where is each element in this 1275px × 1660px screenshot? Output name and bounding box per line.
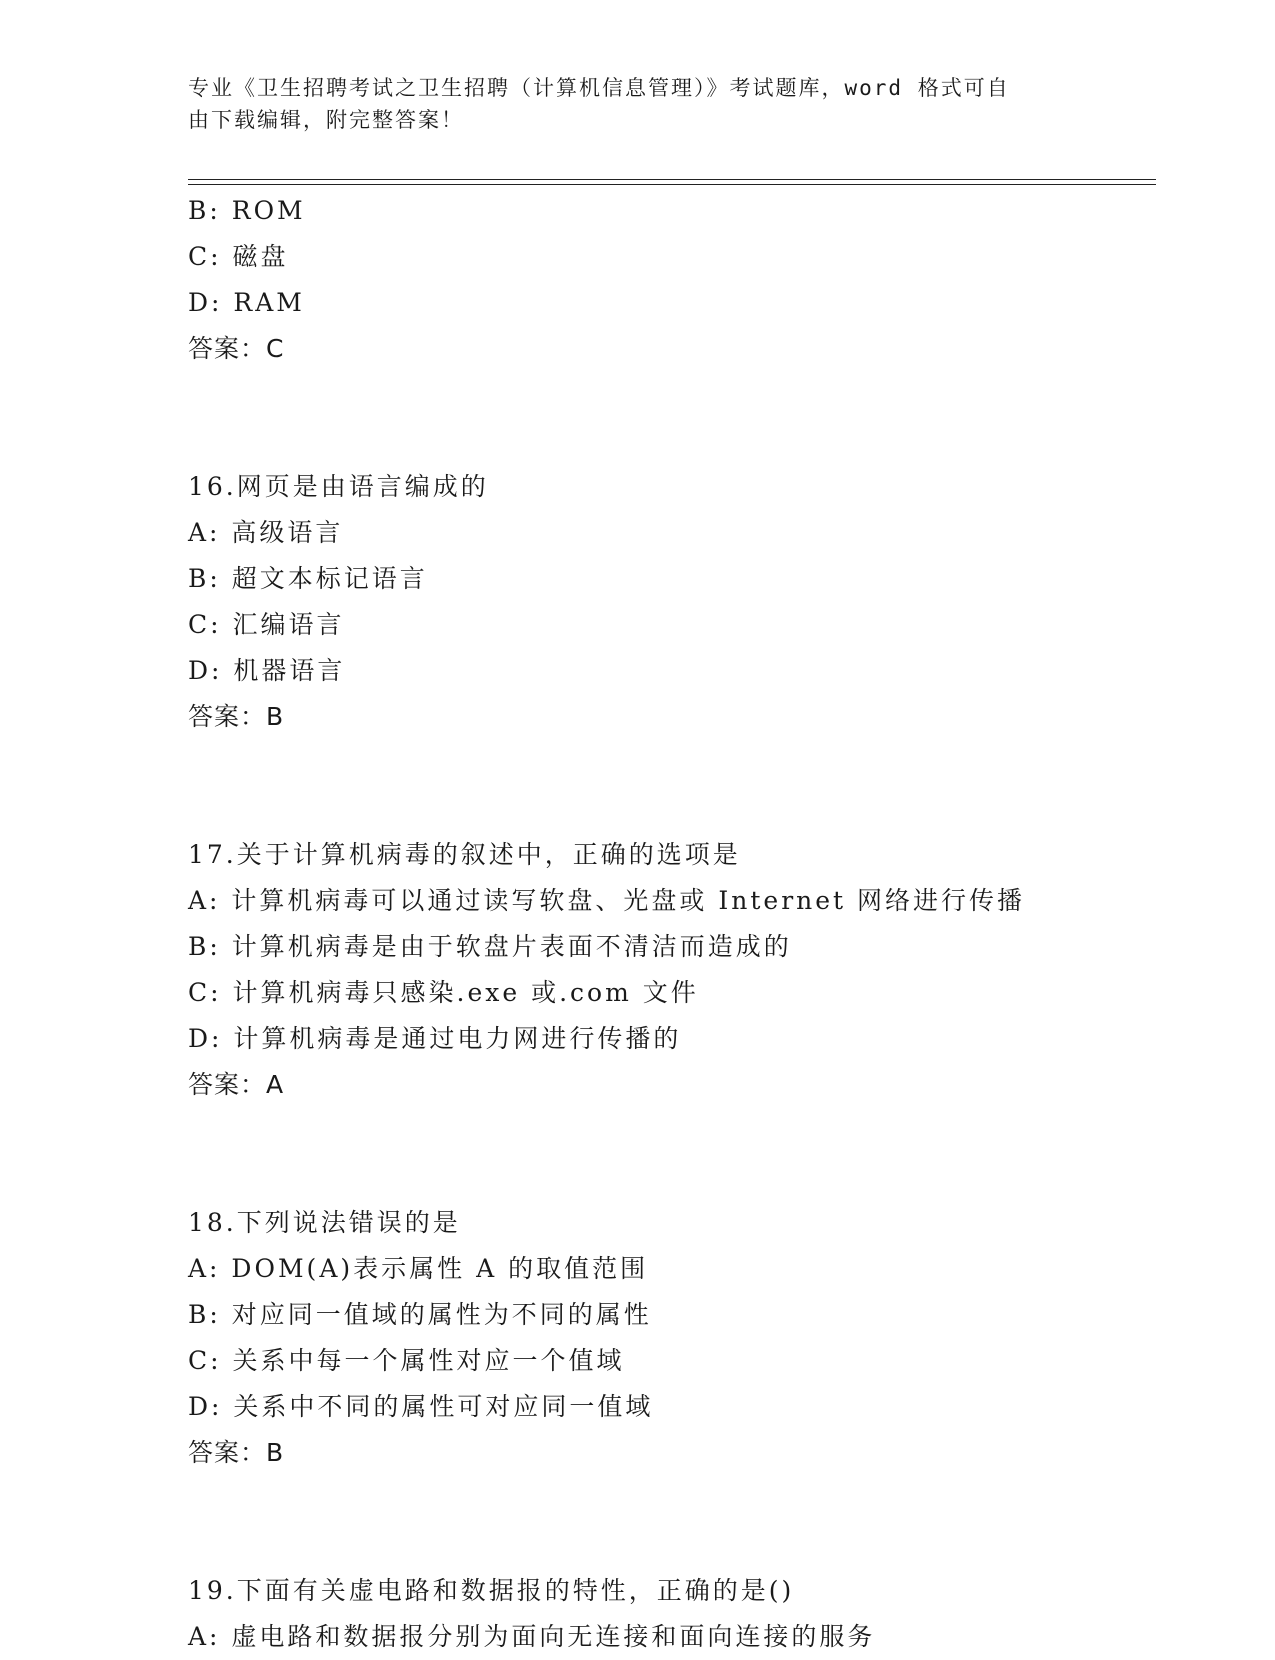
header-divider-top (188, 179, 1156, 180)
answer: 答案：B (188, 1438, 285, 1467)
option-b: B: 计算机病毒是由于软盘片表面不清洁而造成的 (188, 932, 792, 961)
question-stem: 19.下面有关虚电路和数据报的特性，正确的是() (188, 1576, 795, 1605)
option-d: D: 关系中不同的属性可对应同一值域 (188, 1392, 654, 1421)
header-line-2: 由下载编辑，附完整答案！ (188, 108, 464, 132)
question-stem: 17.关于计算机病毒的叙述中，正确的选项是 (188, 840, 741, 869)
question-18 (188, 1200, 1148, 1476)
option-c: C: 汇编语言 (188, 610, 345, 639)
header-divider-bottom (188, 184, 1156, 185)
option-d: D: 机器语言 (188, 656, 346, 685)
question-19 (188, 1568, 1148, 1660)
answer: 答案：A (188, 1070, 285, 1099)
question-stem: 16.网页是由语言编成的 (188, 472, 489, 501)
question-17 (188, 832, 1148, 1108)
document-header (188, 72, 1068, 136)
header-line-1: 专业《卫生招聘考试之卫生招聘（计算机信息管理）》考试题库，word 格式可自 (188, 76, 1010, 100)
spacer (188, 1108, 1148, 1200)
option-c: C: 关系中每一个属性对应一个值域 (188, 1346, 625, 1375)
option-a: A: 高级语言 (188, 518, 344, 547)
spacer (188, 372, 1148, 464)
question-content (188, 188, 1148, 1660)
question-15-continuation (188, 188, 1148, 372)
question-16 (188, 464, 1148, 740)
option-c: C: 磁盘 (188, 242, 289, 271)
option-b: B: 对应同一值域的属性为不同的属性 (188, 1300, 652, 1329)
option-a: A: DOM(A)表示属性 A 的取值范围 (188, 1254, 649, 1283)
option-b: B: 超文本标记语言 (188, 564, 428, 593)
option-b: B: ROM (188, 196, 306, 225)
option-d: D: 计算机病毒是通过电力网进行传播的 (188, 1024, 682, 1053)
spacer (188, 1476, 1148, 1568)
answer: 答案：B (188, 702, 285, 731)
option-d: D: RAM (188, 288, 305, 317)
answer: 答案：C (188, 334, 285, 363)
option-a: A: 虚电路和数据报分别为面向无连接和面向连接的服务 (188, 1622, 876, 1651)
option-a: A: 计算机病毒可以通过读写软盘、光盘或 Internet 网络进行传播 (188, 886, 1026, 915)
question-stem: 18.下列说法错误的是 (188, 1208, 461, 1237)
spacer (188, 740, 1148, 832)
option-c: C: 计算机病毒只感染.exe 或.com 文件 (188, 978, 699, 1007)
